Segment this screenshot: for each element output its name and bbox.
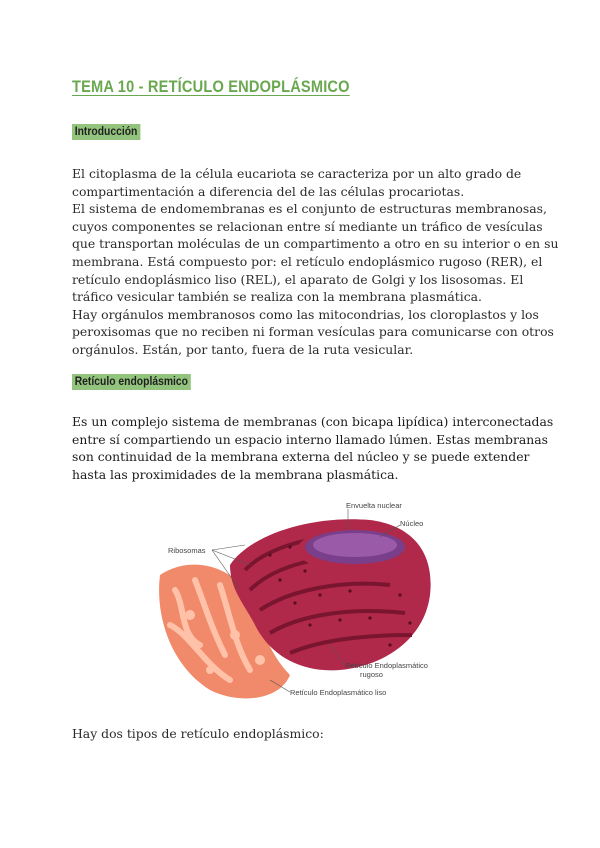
reticulo-line: son continuidad de la membrana externa del núcleo y se puede extender [72, 449, 530, 465]
reticulo-line: entre sí compartiendo un espacio interno llamado lúmen. Estas membranas [72, 431, 549, 447]
label-rer-line2: rugoso [360, 670, 383, 679]
intro-line: retículo endoplásmico liso (REL), el aparato de Golgi y los lisosomas. El [72, 271, 524, 287]
intro-line: peroxisomas que no reciben ni forman vesículas para comunicarse con otros [72, 324, 554, 340]
page-title: TEMA 10 - RETÍCULO ENDOPLÁSMICO [72, 77, 350, 96]
section-heading-introduccion: Introducción [72, 124, 140, 140]
intro-line: que transportan moléculas de un compartimento a otro en su interior o en su [72, 236, 559, 252]
reticulo-paragraph [72, 413, 554, 483]
section-heading-reticulo: Retículo endoplásmico [72, 374, 191, 390]
intro-line: compartimentación a diferencia del de las células procariotas. [72, 183, 465, 199]
label-ribosomas: Ribosomas [168, 546, 206, 555]
reticulo-line: Es un complejo sistema de membranas (con bicapa lipídica) interconectadas [72, 414, 554, 429]
intro-line: tráfico vesicular también se realiza con la membrana plasmática. [72, 289, 482, 305]
reticulum-illustration [150, 495, 450, 705]
reticulo-line: hasta las proximidades de la membrana plasmática. [72, 466, 399, 482]
intro-paragraph [72, 165, 559, 359]
intro-line: cuyos componentes se relacionan entre sí mediante un tráfico de vesículas [72, 218, 543, 234]
tipos-line: Hay dos tipos de retículo endoplásmico: [72, 726, 324, 741]
intro-line: El sistema de endomembranas es el conjunto de estructuras membranosas, [72, 201, 547, 217]
label-rel: Retículo Endoplasmático liso [290, 688, 387, 697]
intro-line: El citoplasma de la célula eucariota se caracteriza por un alto grado de [72, 166, 522, 181]
tipos-paragraph [72, 725, 532, 743]
label-envuelta-nuclear: Envuelta nuclear [346, 501, 402, 510]
intro-line: membrana. Está compuesto por: el retículo endoplásmico rugoso (RER), el [72, 253, 543, 269]
label-rer-line1: Retículo Endoplasmático [345, 661, 428, 670]
intro-line: orgánulos. Están, por tanto, fuera de la ruta vesicular. [72, 341, 414, 357]
label-nucleo: Núcleo [400, 519, 424, 528]
nucleus-shape [297, 528, 413, 572]
intro-line: Hay orgánulos membranosos como las mitocondrias, los cloroplastos y los [72, 306, 539, 322]
